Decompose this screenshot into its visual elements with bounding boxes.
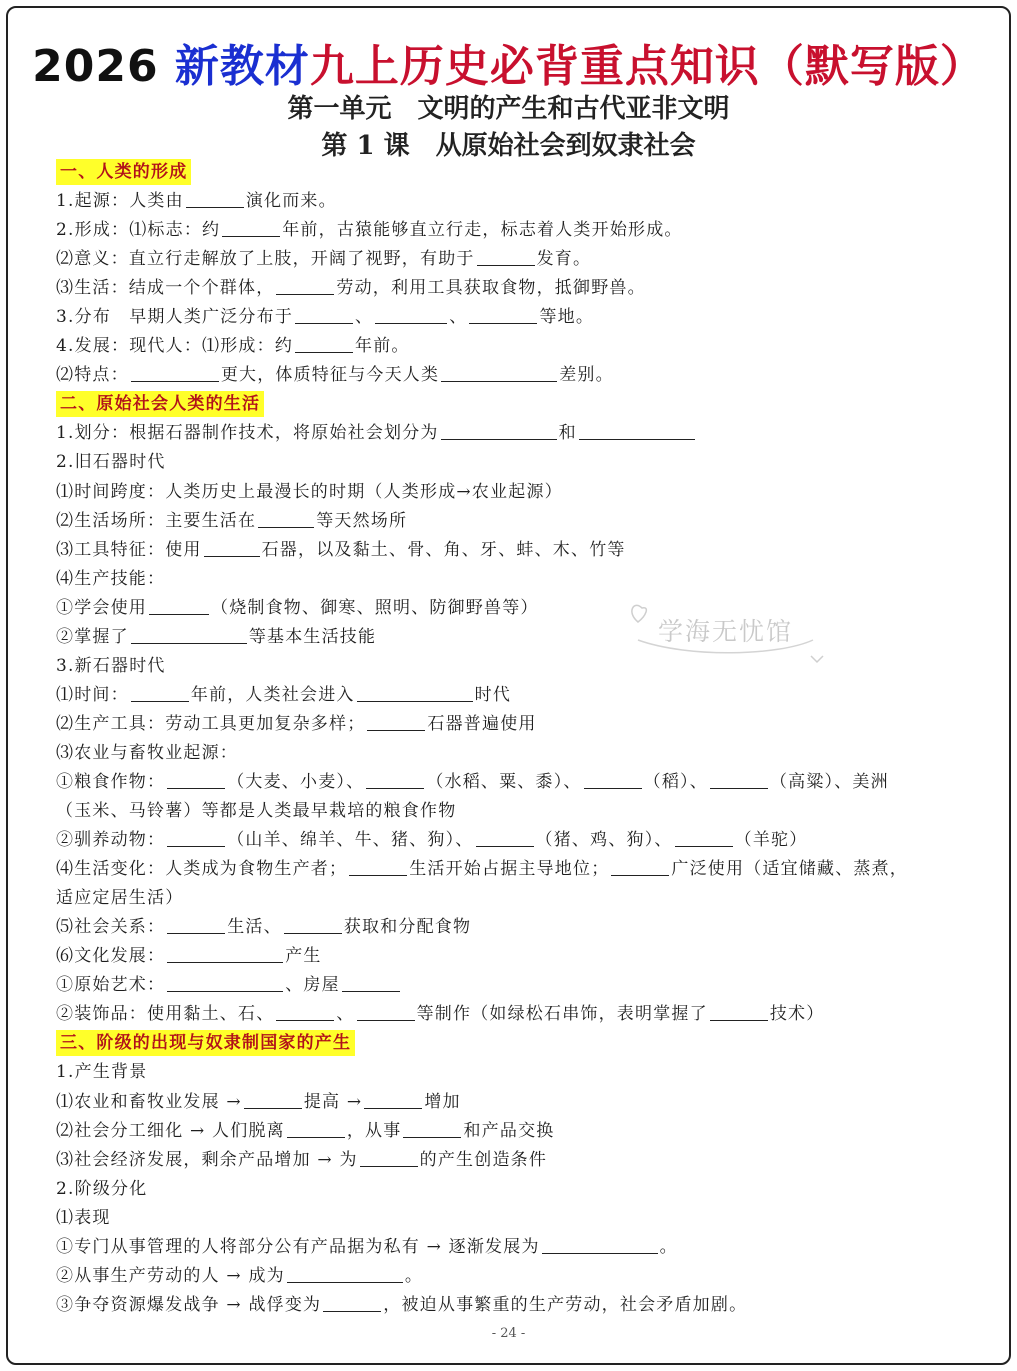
line-text: ②装饰品：使用黏土、石、: [56, 1004, 275, 1025]
content-body: [56, 158, 966, 1320]
text-line: [56, 681, 966, 710]
line-text: 年前，古猿能够直立行走，标志着人类开始形成。: [282, 220, 683, 241]
page-title: [0, 30, 1017, 94]
text-line: [56, 448, 966, 477]
fill-in-blank[interactable]: [323, 1293, 381, 1312]
fill-in-blank[interactable]: [611, 857, 669, 876]
line-text: 4.发展：现代人：⑴形成：约: [56, 336, 294, 357]
fill-in-blank[interactable]: [476, 828, 534, 847]
unit-title: 第一单元 文明的产生和古代亚非文明: [287, 94, 730, 124]
line-text: 获取和分配食物: [343, 917, 472, 938]
line-text: ⑵意义：直立行走解放了上肢，开阔了视野，有助于: [56, 249, 475, 270]
line-text: ⑴表现: [56, 1207, 111, 1228]
line-text: 生活开始占据主导地位；: [409, 859, 610, 880]
fill-in-blank[interactable]: [364, 1090, 422, 1109]
text-line: [56, 1117, 966, 1146]
line-text: 发育。: [536, 249, 592, 270]
text-line: [56, 710, 966, 739]
fill-in-blank[interactable]: [167, 944, 283, 963]
line-text: 等地。: [539, 307, 595, 328]
line-text: ③争夺资源爆发战争 → 战俘变为: [56, 1294, 322, 1315]
fill-in-blank[interactable]: [149, 596, 209, 615]
line-text: ，被迫从事繁重的生产劳动，社会矛盾加剧。: [383, 1294, 748, 1315]
line-text: 1.划分：根据石器制作技术，将原始社会划分为: [56, 423, 439, 444]
fill-in-blank[interactable]: [360, 1148, 418, 1167]
text-line: [56, 361, 966, 390]
line-text: ⑶社会经济发展，剩余产品增加 → 为: [56, 1149, 358, 1170]
line-text: 、: [449, 307, 468, 328]
line-text: 1.产生背景: [56, 1062, 148, 1083]
text-line: [56, 332, 966, 361]
line-text: ⑶农业与畜牧业起源：: [56, 742, 238, 763]
fill-in-blank[interactable]: [287, 1119, 345, 1138]
text-line: [56, 1058, 966, 1087]
text-line: [56, 565, 966, 594]
fill-in-blank[interactable]: [167, 770, 225, 789]
fill-in-blank[interactable]: [469, 305, 537, 324]
line-text: 石器，以及黏土、骨、角、牙、蚌、木、竹等: [261, 539, 626, 560]
fill-in-blank[interactable]: [542, 1235, 658, 1254]
text-line: [56, 739, 966, 768]
line-text: ①专门从事管理的人将部分公有产品据为私有 → 逐渐发展为: [56, 1236, 540, 1257]
title-year: 2026: [32, 41, 175, 92]
fill-in-blank[interactable]: [167, 973, 283, 992]
fill-in-blank[interactable]: [366, 770, 424, 789]
line-text: ⑵生产工具：劳动工具更加复杂多样；: [56, 713, 366, 734]
fill-in-blank[interactable]: [276, 276, 334, 295]
line-text: ⑹文化发展：: [56, 946, 166, 967]
line-text: 差别。: [559, 365, 614, 386]
fill-in-blank[interactable]: [258, 509, 314, 528]
line-text: 等基本生活技能: [248, 626, 377, 647]
line-text: 、: [355, 307, 374, 328]
fill-in-blank[interactable]: [167, 828, 225, 847]
line-text: ①原始艺术：: [56, 975, 166, 996]
line-text: ①学会使用: [56, 597, 147, 618]
text-line: [56, 507, 966, 536]
fill-in-blank[interactable]: [131, 363, 219, 382]
line-text: 和: [558, 423, 577, 444]
fill-in-blank[interactable]: [204, 538, 260, 557]
fill-in-blank[interactable]: [167, 915, 225, 934]
line-text: ⑸社会关系：: [56, 917, 166, 938]
line-text: 3.分布 早期人类广泛分布于: [56, 307, 294, 328]
line-text: 1.起源：人类由: [56, 191, 184, 212]
line-text: 2.旧石器时代: [56, 452, 166, 473]
fill-in-blank[interactable]: [276, 1002, 334, 1021]
line-text: （羊驼）: [734, 830, 808, 851]
line-text: 年前。: [355, 336, 410, 357]
fill-in-blank[interactable]: [357, 683, 473, 702]
line-text: 产生: [285, 946, 322, 967]
text-line: [56, 1262, 966, 1291]
line-text: 的产生创造条件: [419, 1149, 548, 1170]
text-line: [56, 1233, 966, 1262]
line-text: ⑴时间：: [56, 684, 129, 705]
section-heading-row: [56, 1029, 966, 1058]
line-text: ①粮食作物：: [56, 771, 166, 792]
watermark: [628, 600, 838, 670]
line-text: （山羊、绵羊、牛、猪、狗）、: [227, 830, 474, 851]
fill-in-blank[interactable]: [186, 189, 244, 208]
fill-in-blank[interactable]: [131, 625, 247, 644]
text-line: [56, 303, 966, 332]
text-line: [56, 1000, 966, 1029]
text-line: [56, 245, 966, 274]
fill-in-blank[interactable]: [375, 305, 447, 324]
page-number: - 24 -: [491, 1326, 526, 1341]
line-text: 等制作（如绿松石串饰，表明掌握了: [416, 1004, 708, 1025]
line-text: （玉米、马铃薯）等都是人类最早栽培的粮食作物: [56, 801, 457, 822]
line-text: 。: [659, 1236, 678, 1257]
line-text: ⑷生产技能：: [56, 568, 166, 589]
line-text: 技术）: [769, 1004, 825, 1025]
fill-in-blank[interactable]: [295, 334, 353, 353]
line-text: ，从事: [346, 1120, 402, 1141]
line-text: ⑵特点：: [56, 365, 129, 386]
line-text: 提高 →: [303, 1091, 363, 1112]
section-heading-row: [56, 390, 966, 419]
line-text: 2.阶级分化: [56, 1178, 148, 1199]
text-line: [56, 768, 966, 797]
text-line: [56, 478, 966, 507]
line-text: 和产品交换: [463, 1120, 555, 1141]
line-text: ②驯养动物：: [56, 830, 166, 851]
line-text: （烧制食物、御寒、照明、防御野兽等）: [211, 597, 539, 618]
line-text: 等天然场所: [316, 510, 408, 531]
text-line: [56, 536, 966, 565]
section-heading-row: [56, 158, 966, 187]
fill-in-blank[interactable]: [710, 1002, 768, 1021]
line-text: ⑶工具特征：使用: [56, 539, 202, 560]
fill-in-blank[interactable]: [349, 857, 407, 876]
fill-in-blank[interactable]: [441, 363, 557, 382]
line-text: 、: [336, 1004, 355, 1025]
line-text: ⑵社会分工细化 → 人们脱离: [56, 1120, 285, 1141]
text-line: [56, 1088, 966, 1117]
line-text: ⑴时间跨度：人类历史上最漫长的时期（人类形成→农业起源）: [56, 481, 563, 502]
fill-in-blank[interactable]: [403, 1119, 461, 1138]
line-text: 劳动，利用工具获取食物，抵御野兽。: [336, 278, 646, 299]
text-line: [56, 216, 966, 245]
lesson-title: 第 1 课 从原始社会到奴隶社会: [321, 131, 696, 161]
fill-in-blank[interactable]: [579, 421, 695, 440]
section-heading: 三、阶级的出现与奴隶制国家的产生: [56, 1030, 355, 1056]
fill-in-blank[interactable]: [131, 683, 189, 702]
text-line: [56, 187, 966, 216]
text-line: [56, 1175, 966, 1204]
text-line: [56, 1204, 966, 1233]
fill-in-blank[interactable]: [287, 1264, 403, 1283]
title-main: 九上历史必背重点知识: [309, 41, 760, 92]
line-text: （大麦、小麦）、: [227, 771, 365, 792]
line-text: 石器普遍使用: [427, 713, 537, 734]
line-text: 年前，人类社会进入: [190, 684, 355, 705]
line-text: 演化而来。: [245, 191, 337, 212]
line-text: （猪、鸡、狗）、: [535, 830, 673, 851]
fill-in-blank[interactable]: [295, 305, 353, 324]
fill-in-blank[interactable]: [244, 1090, 302, 1109]
text-line: [56, 1146, 966, 1175]
text-line: [56, 913, 966, 942]
text-line: [56, 826, 966, 855]
line-text: ②掌握了: [56, 626, 129, 647]
line-text: ⑴农业和畜牧业发展 →: [56, 1091, 242, 1112]
line-text: （高粱）、美洲: [769, 771, 889, 792]
line-text: （稻）、: [643, 771, 708, 792]
line-text: 广泛使用（适宜储藏、蒸煮，: [671, 859, 909, 880]
line-text: ⑵生活场所：主要生活在: [56, 510, 257, 531]
line-text: 适应定居生活）: [56, 888, 184, 909]
line-text: 增加: [424, 1091, 461, 1112]
text-line: [56, 942, 966, 971]
section-heading: 二、原始社会人类的生活: [56, 391, 264, 417]
fill-in-blank[interactable]: [367, 712, 425, 731]
fill-in-blank[interactable]: [222, 218, 280, 237]
line-text: ②从事生产劳动的人 → 成为: [56, 1265, 285, 1286]
fill-in-blank[interactable]: [357, 1002, 415, 1021]
line-text: 生活、: [227, 917, 282, 938]
text-line: [56, 797, 966, 826]
line-text: 。: [404, 1265, 424, 1286]
section-heading: 一、人类的形成: [56, 159, 191, 185]
title-dictation-edition: （默写版）: [759, 41, 985, 92]
text-line: [56, 884, 966, 913]
fill-in-blank[interactable]: [477, 247, 535, 266]
fill-in-blank[interactable]: [584, 770, 642, 789]
line-text: 3.新石器时代: [56, 655, 166, 676]
text-line: [56, 1291, 966, 1320]
title-new-textbook: 新教材: [174, 41, 310, 92]
fill-in-blank[interactable]: [284, 915, 342, 934]
line-text: 更大，体质特征与今天人类: [220, 365, 440, 386]
line-text: 时代: [474, 684, 512, 705]
watermark-text: 学海无忧馆: [658, 617, 794, 646]
line-text: 、房屋: [285, 975, 340, 996]
text-line: [56, 419, 966, 448]
fill-in-blank[interactable]: [441, 421, 557, 440]
fill-in-blank[interactable]: [675, 828, 733, 847]
text-line: [56, 971, 966, 1000]
text-line: [56, 274, 966, 303]
line-text: （水稻、粟、黍）、: [426, 771, 582, 792]
text-line: [56, 855, 966, 884]
line-text: 2.形成：⑴标志：约: [56, 220, 221, 241]
fill-in-blank[interactable]: [342, 973, 400, 992]
line-text: ⑶生活：结成一个个群体，: [56, 278, 275, 299]
line-text: ⑷生活变化：人类成为食物生产者；: [56, 859, 348, 880]
fill-in-blank[interactable]: [710, 770, 768, 789]
